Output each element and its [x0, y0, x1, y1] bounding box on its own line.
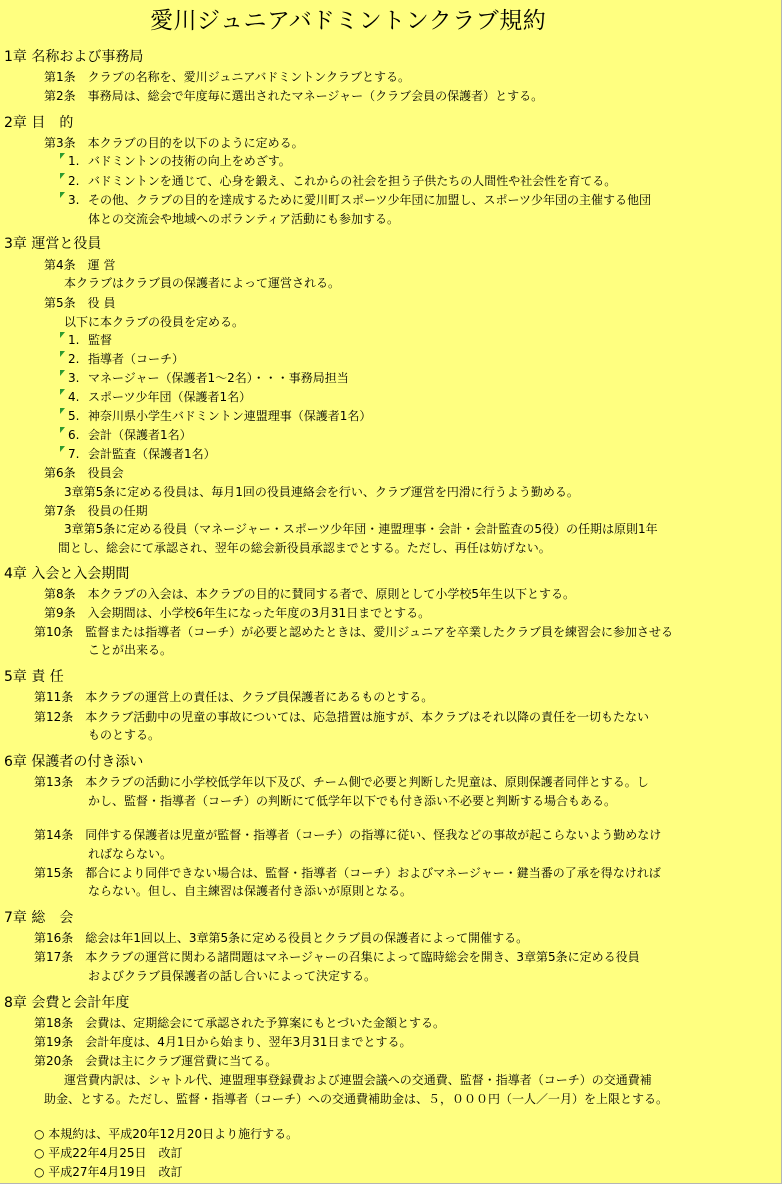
article-line — [34, 773, 649, 791]
article-line — [88, 210, 399, 228]
line-text: 第17条 本クラブの運営に関わる諸問題はマネージャーの召集によって臨時総会を開き、3章第5条に定める役員 — [34, 950, 640, 964]
item-number: 2. — [68, 174, 80, 188]
article-line — [44, 87, 543, 105]
line-text: ことが出来る。 — [88, 643, 173, 657]
numbered-item — [68, 445, 216, 463]
list-marker-icon — [60, 351, 65, 357]
chapter-heading: 6章 保護者の付き添い — [4, 754, 144, 770]
numbered-item — [68, 191, 652, 209]
line-text: 第5条 役 員 — [44, 296, 116, 310]
article-line — [88, 792, 616, 810]
line-text: 第4条 運 営 — [44, 258, 116, 272]
list-marker-icon — [60, 427, 65, 433]
line-text: 指導者（コーチ） — [88, 352, 185, 366]
article-line — [64, 483, 579, 501]
line-text: マネージャー（保護者1～2名）・・・事務局担当 — [88, 371, 349, 385]
chapter-heading: 3章 運営と役員 — [4, 236, 102, 252]
list-marker-icon — [60, 192, 65, 198]
line-text: 助金、とする。ただし、監督・指導者（コーチ）への交通費補助金は、５，０００円（一人／一月）を上限とする。 — [44, 1092, 669, 1106]
line-text: スポーツ少年団（保護者1名） — [88, 390, 252, 404]
numbered-item — [68, 172, 617, 190]
article-line — [64, 313, 244, 331]
article-line — [58, 539, 551, 557]
list-marker-icon — [60, 173, 65, 179]
line-text: 神奈川県小学生バドミントン連盟理事（保護者1名） — [88, 409, 372, 423]
item-number: 7. — [68, 447, 80, 461]
article-line — [44, 256, 115, 274]
numbered-item — [68, 388, 252, 406]
chapter-heading: 4章 入会と入会期間 — [4, 566, 130, 582]
line-text: 第15条 都合により同伴できない場合は、監督・指導者（コーチ）およびマネージャー・鍵当番の了承を得なければ — [34, 866, 661, 880]
article-line — [44, 604, 430, 622]
article-line — [64, 1071, 652, 1089]
article-line — [34, 948, 640, 966]
article-line — [34, 1125, 298, 1143]
line-text: およびクラブ員保護者の話し合いによって決定する。 — [88, 969, 377, 983]
chapter-heading: 1章 名称および事務局 — [4, 49, 144, 65]
line-text: 第2条 事務局は、総会で年度毎に選出されたマネージャー（クラブ会員の保護者）とする。 — [44, 89, 544, 103]
article-line — [44, 502, 148, 520]
article-line — [34, 708, 649, 726]
numbered-item — [68, 350, 185, 368]
article-line — [44, 134, 304, 152]
line-text: 第10条 監督または指導者（コーチ）が必要と認めたときは、愛川ジュニアを卒業したクラブ員を練習会に参加させる — [34, 625, 674, 639]
numbered-item — [68, 369, 349, 387]
article-line — [34, 1033, 411, 1051]
line-text: 会計監査（保護者1名） — [88, 447, 216, 461]
numbered-item — [68, 426, 192, 444]
chapter-heading: 7章 総 会 — [4, 910, 74, 926]
line-text: かし、監督・指導者（コーチ）の判断にて低学年以下でも付き添い不必要と判断する場合もある。 — [88, 794, 617, 808]
line-text: ればならない。 — [88, 847, 173, 861]
line-text: 第8条 本クラブの入会は、本クラブの目的に賛同する者で、原則として小学校5年生以下とする。 — [44, 587, 576, 601]
line-text: 3章第5条に定める役員は、毎月1回の役員連絡会を行い、クラブ運営を円滑に行うよう勤める。 — [64, 485, 579, 499]
list-marker-icon — [60, 446, 65, 452]
article-line — [34, 1163, 182, 1181]
article-line — [44, 1090, 668, 1108]
item-number: 4. — [68, 390, 80, 404]
article-line — [88, 967, 376, 985]
line-text: 会計（保護者1名） — [88, 428, 192, 442]
item-number: 3. — [68, 371, 80, 385]
article-line — [34, 1052, 277, 1070]
line-text: 第7条 役員の任期 — [44, 504, 148, 518]
line-text: バドミントンを通じて、心身を鍛え、これからの社会を担う子供たちの人間性や社会性を育てる。 — [88, 174, 617, 188]
item-number: 3. — [68, 193, 80, 207]
line-text: 体との交流会や地域へのボランティア活動にも参加する。 — [88, 212, 400, 226]
article-line — [34, 688, 433, 706]
article-line — [34, 864, 661, 882]
line-text: 本クラブはクラブ員の保護者によって運営される。 — [64, 276, 341, 290]
line-text: ○ 平成22年4月25日 改訂 — [34, 1146, 183, 1160]
line-text: 第12条 本クラブ活動中の児童の事故については、応急措置は施すが、本クラブはそれ以降の責任を一切もたない — [34, 710, 650, 724]
chapter-heading: 8章 会費と会計年度 — [4, 995, 130, 1011]
numbered-item — [68, 407, 372, 425]
line-text: 間とし、総会にて承認され、翌年の総会新役員承認までとする。ただし、再任は妨げない。 — [58, 541, 551, 555]
chapter-heading: 2章 目 的 — [4, 115, 74, 131]
line-text: 第14条 同伴する保護者は児童が監督・指導者（コーチ）の指導に従い、怪我などの事故が起こらないよう勤めなけ — [34, 828, 662, 842]
article-line — [64, 274, 340, 292]
list-marker-icon — [60, 153, 65, 159]
line-text: 第18条 会費は、定期総会にて承認された予算案にもとづいた金額とする。 — [34, 1016, 446, 1030]
article-line — [34, 1144, 182, 1162]
item-number: 6. — [68, 428, 80, 442]
list-marker-icon — [60, 389, 65, 395]
line-text: 以下に本クラブの役員を定める。 — [64, 315, 245, 329]
article-line — [88, 882, 412, 900]
article-line — [88, 845, 172, 863]
item-number: 2. — [68, 352, 80, 366]
article-line — [34, 929, 528, 947]
list-marker-icon — [60, 408, 65, 414]
line-text: 第11条 本クラブの運営上の責任は、クラブ員保護者にあるものとする。 — [34, 690, 434, 704]
line-text: ○ 本規約は、平成20年12月20日より施行する。 — [34, 1127, 299, 1141]
line-text: その他、クラブの目的を達成するために愛川町スポーツ少年団に加盟し、スポーツ少年団の主催する他団 — [88, 193, 652, 207]
list-marker-icon — [60, 332, 65, 338]
line-text: 運営費内訳は、シャトル代、連盟理事登録費および連盟会議への交通費、監督・指導者（コーチ）の交通費補 — [64, 1073, 652, 1087]
line-text: ならない。但し、自主練習は保護者付き添いが原則となる。 — [88, 884, 413, 898]
article-line — [34, 623, 673, 641]
line-text: 第6条 役員会 — [44, 466, 124, 480]
page-title: 愛川ジュニアバドミントンクラブ規約 — [150, 8, 547, 34]
line-text: 3章第5条に定める役員（マネージャー・スポーツ少年団・連盟理事・会計・会計監査の5役）の任期は原則1年 — [64, 522, 658, 536]
article-line — [44, 68, 410, 86]
article-line — [44, 585, 575, 603]
line-text: 第3条 本クラブの目的を以下のように定める。 — [44, 136, 304, 150]
article-line — [64, 520, 658, 538]
line-text: 第20条 会費は主にクラブ運営費に当てる。 — [34, 1054, 278, 1068]
article-line — [88, 641, 172, 659]
article-line — [34, 826, 661, 844]
line-text: 第9条 入会期間は、小学校6年生になった年度の3月31日までとする。 — [44, 606, 431, 620]
numbered-item — [68, 331, 113, 349]
line-text: ○ 平成27年4月19日 改訂 — [34, 1165, 183, 1179]
line-text: 第13条 本クラブの活動に小学校低学年以下及び、チーム側で必要と判断した児童は、原則保護者同伴とする。し — [34, 775, 649, 789]
item-number: 1. — [68, 333, 80, 347]
item-number: 5. — [68, 409, 80, 423]
article-line — [34, 1014, 445, 1032]
chapter-heading: 5章 責 任 — [4, 669, 64, 685]
numbered-item — [68, 152, 291, 170]
list-marker-icon — [60, 370, 65, 376]
line-text: 第19条 会計年度は、4月1日から始まり、翌年3月31日までとする。 — [34, 1035, 412, 1049]
line-text: ものとする。 — [88, 728, 161, 742]
article-line — [44, 294, 115, 312]
line-text: 第1条 クラブの名称を、愛川ジュニアバドミントンクラブとする。 — [44, 70, 410, 84]
article-line — [44, 464, 124, 482]
line-text: バドミントンの技術の向上をめざす。 — [88, 154, 291, 168]
line-text: 監督 — [88, 333, 113, 347]
item-number: 1. — [68, 154, 80, 168]
line-text: 第16条 総会は年1回以上、3章第5条に定める役員とクラブ員の保護者によって開催する。 — [34, 931, 529, 945]
article-line — [88, 726, 160, 744]
